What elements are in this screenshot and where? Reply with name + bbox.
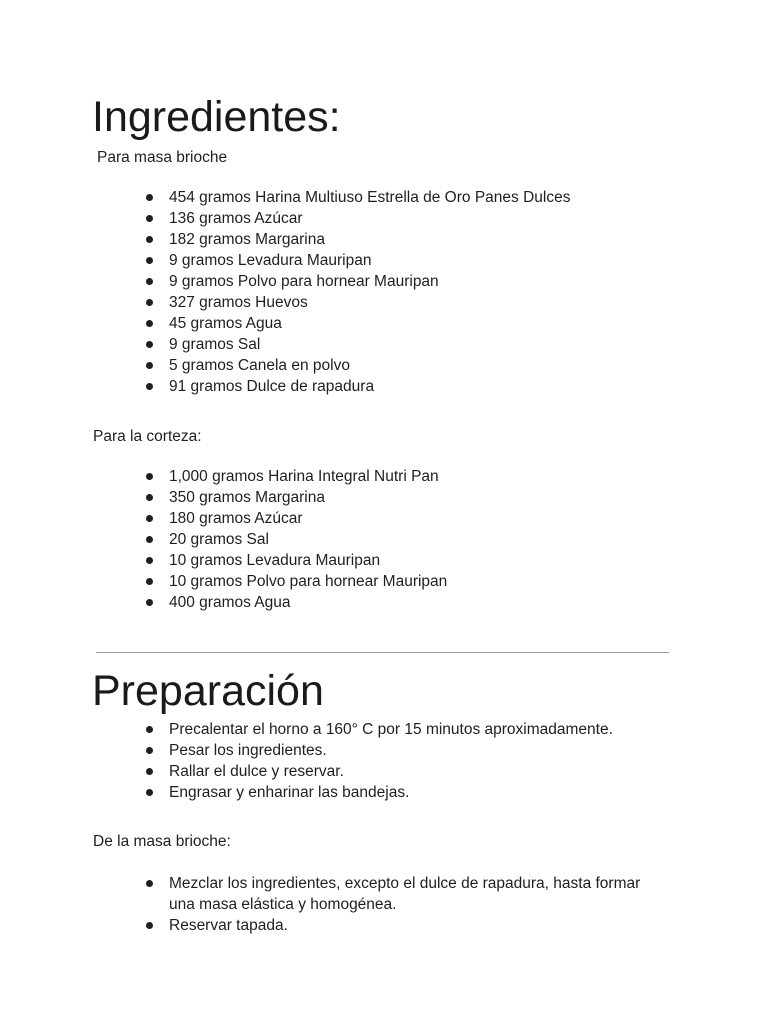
list-item-text: 91 gramos Dulce de rapadura <box>169 378 375 395</box>
list-item <box>0 571 447 592</box>
brioche-ingredients-list <box>0 187 570 397</box>
bullet-icon <box>146 278 153 285</box>
bullet-icon <box>146 383 153 390</box>
brioche-method-subtitle: De la masa brioche: <box>93 833 231 850</box>
list-item-text: 180 gramos Azúcar <box>169 510 303 527</box>
bullet-icon <box>146 768 153 775</box>
bullet-icon <box>146 215 153 222</box>
list-item <box>0 592 447 613</box>
list-item-text: Mezclar los ingredientes, excepto el dulce de rapadura, hasta formar una masa elástica y homogénea. <box>169 875 641 913</box>
list-item <box>0 529 447 550</box>
section-divider <box>96 652 669 653</box>
list-item-text: 10 gramos Levadura Mauripan <box>169 552 381 569</box>
list-item <box>0 508 447 529</box>
bullet-icon <box>146 557 153 564</box>
list-item <box>0 487 447 508</box>
list-item <box>0 719 613 740</box>
list-item-text: 45 gramos Agua <box>169 315 282 332</box>
list-item-text: 350 gramos Margarina <box>169 489 325 506</box>
bullet-icon <box>146 341 153 348</box>
bullet-icon <box>146 789 153 796</box>
list-item-text: 454 gramos Harina Multiuso Estrella de Oro Panes Dulces <box>169 189 571 206</box>
ingredients-heading: Ingredientes: <box>92 93 341 141</box>
crust-ingredients-list <box>0 466 447 613</box>
list-item <box>0 355 570 376</box>
preparation-heading: Preparación <box>92 667 324 715</box>
brioche-dough-subtitle: Para masa brioche <box>97 149 228 166</box>
bullet-icon <box>146 536 153 543</box>
list-item <box>0 550 447 571</box>
bullet-icon <box>146 257 153 264</box>
bullet-icon <box>146 320 153 327</box>
list-item <box>0 740 613 761</box>
list-item-text: Pesar los ingredientes. <box>169 742 327 759</box>
bullet-icon <box>146 473 153 480</box>
list-item-text: 400 gramos Agua <box>169 594 291 611</box>
list-item-text: 327 gramos Huevos <box>169 294 308 311</box>
list-item <box>0 761 613 782</box>
list-item <box>0 313 570 334</box>
list-item <box>0 271 570 292</box>
crust-subtitle: Para la corteza: <box>93 428 202 445</box>
list-item-text: 1,000 gramos Harina Integral Nutri Pan <box>169 468 439 485</box>
list-item-text: 9 gramos Polvo para hornear Mauripan <box>169 273 439 290</box>
bullet-icon <box>146 880 153 887</box>
list-item <box>0 208 570 229</box>
list-item-text: Reservar tapada. <box>169 917 288 934</box>
bullet-icon <box>146 299 153 306</box>
bullet-icon <box>146 236 153 243</box>
list-item-text: 5 gramos Canela en polvo <box>169 357 350 374</box>
list-item-text: 20 gramos Sal <box>169 531 269 548</box>
list-item <box>0 334 570 355</box>
list-item <box>0 782 613 803</box>
bullet-icon <box>146 599 153 606</box>
list-item <box>0 873 649 915</box>
list-item-text: 136 gramos Azúcar <box>169 210 303 227</box>
list-item-text: 9 gramos Levadura Mauripan <box>169 252 372 269</box>
bullet-icon <box>146 494 153 501</box>
list-item-text: 182 gramos Margarina <box>169 231 325 248</box>
bullet-icon <box>146 578 153 585</box>
list-item <box>0 229 570 250</box>
list-item <box>0 187 570 208</box>
bullet-icon <box>146 747 153 754</box>
list-item-text: 10 gramos Polvo para hornear Mauripan <box>169 573 448 590</box>
bullet-icon <box>146 922 153 929</box>
list-item-text: Engrasar y enharinar las bandejas. <box>169 784 410 801</box>
list-item-text: Precalentar el horno a 160° C por 15 minutos aproximadamente. <box>169 721 613 738</box>
list-item <box>0 915 649 936</box>
bullet-icon <box>146 726 153 733</box>
brioche-method-steps-list <box>0 873 649 936</box>
list-item-text: 9 gramos Sal <box>169 336 261 353</box>
list-item <box>0 250 570 271</box>
list-item <box>0 376 570 397</box>
preparation-steps-list <box>0 719 613 803</box>
bullet-icon <box>146 194 153 201</box>
list-item <box>0 466 447 487</box>
bullet-icon <box>146 362 153 369</box>
list-item-text: Rallar el dulce y reservar. <box>169 763 344 780</box>
bullet-icon <box>146 515 153 522</box>
list-item <box>0 292 570 313</box>
